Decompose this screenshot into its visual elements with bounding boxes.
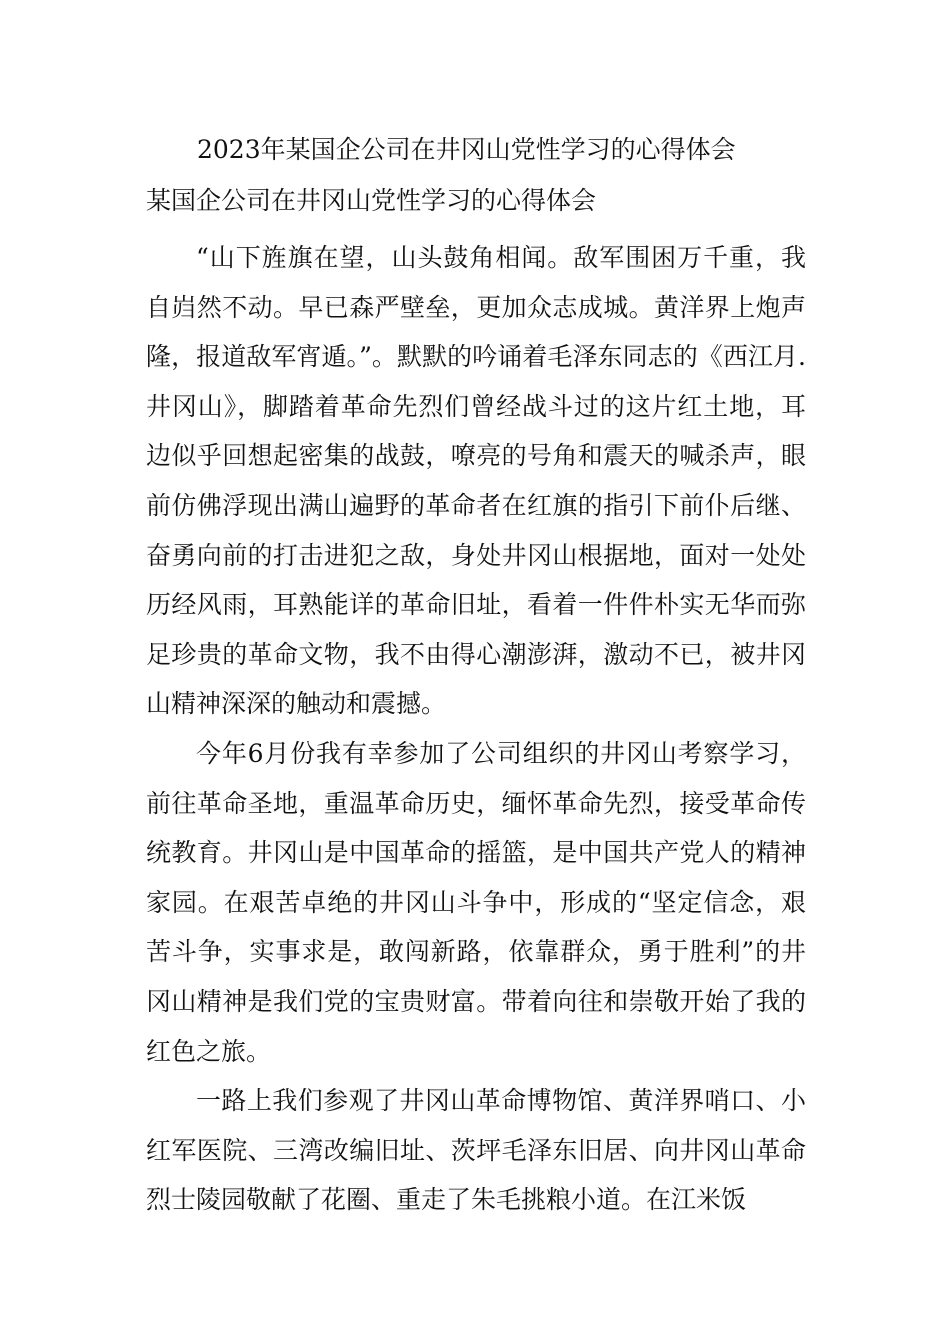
paragraph-2: 今年6月份我有幸参加了公司组织的井冈山考察学习，前往革命圣地，重温革命历史，缅怀革命先烈，接受革命传统教育。井冈山是中国革命的摇篮，是中国共产党人的精神家园。在艰苦卓绝的井冈山斗争中，形成的“坚定信念，艰苦斗争，实事求是，敢闯新路，依靠群众，勇于胜利”的井冈山精神是我们党的宝贵财富。带着向往和崇敬开始了我的红色之旅。 bbox=[146, 738, 806, 1066]
paragraph-3: 一路上我们参观了井冈山革命博物馆、黄洋界哨口、小红军医院、三湾改编旧址、茨坪毛泽东旧居、向井冈山革命烈士陵园敬献了花圈、重走了朱毛挑粮小道。在江米饭 bbox=[146, 1086, 806, 1215]
document-body bbox=[146, 233, 806, 1225]
paragraph-1: “山下旌旗在望，山头鼓角相闻。敌军围困万千重，我自岿然不动。早已森严壁垒，更加众志成城。黄洋界上炮声隆，报道敌军宵遁。”。默默的吟诵着毛泽东同志的《西江月.井冈山》，脚踏着革命先烈们曾经战斗过的这片红土地，耳边似乎回想起密集的战鼓，嘹亮的号角和震天的喊杀声，眼前仿佛浮现出满山遍野的革命者在红旗的指引下前仆后继、奋勇向前的打击进犯之敌，身处井冈山根据地，面对一处处历经风雨，耳熟能详的革命旧址，看着一件件朴实无华而弥足珍贵的革命文物，我不由得心潮澎湃，激动不已，被井冈山精神深深的触动和震撼。 bbox=[146, 243, 806, 719]
document-title: 2023年某国企公司在井冈山党性学习的心得体会 bbox=[197, 135, 736, 164]
document-subtitle: 某国企公司在井冈山党性学习的心得体会 bbox=[146, 186, 597, 215]
